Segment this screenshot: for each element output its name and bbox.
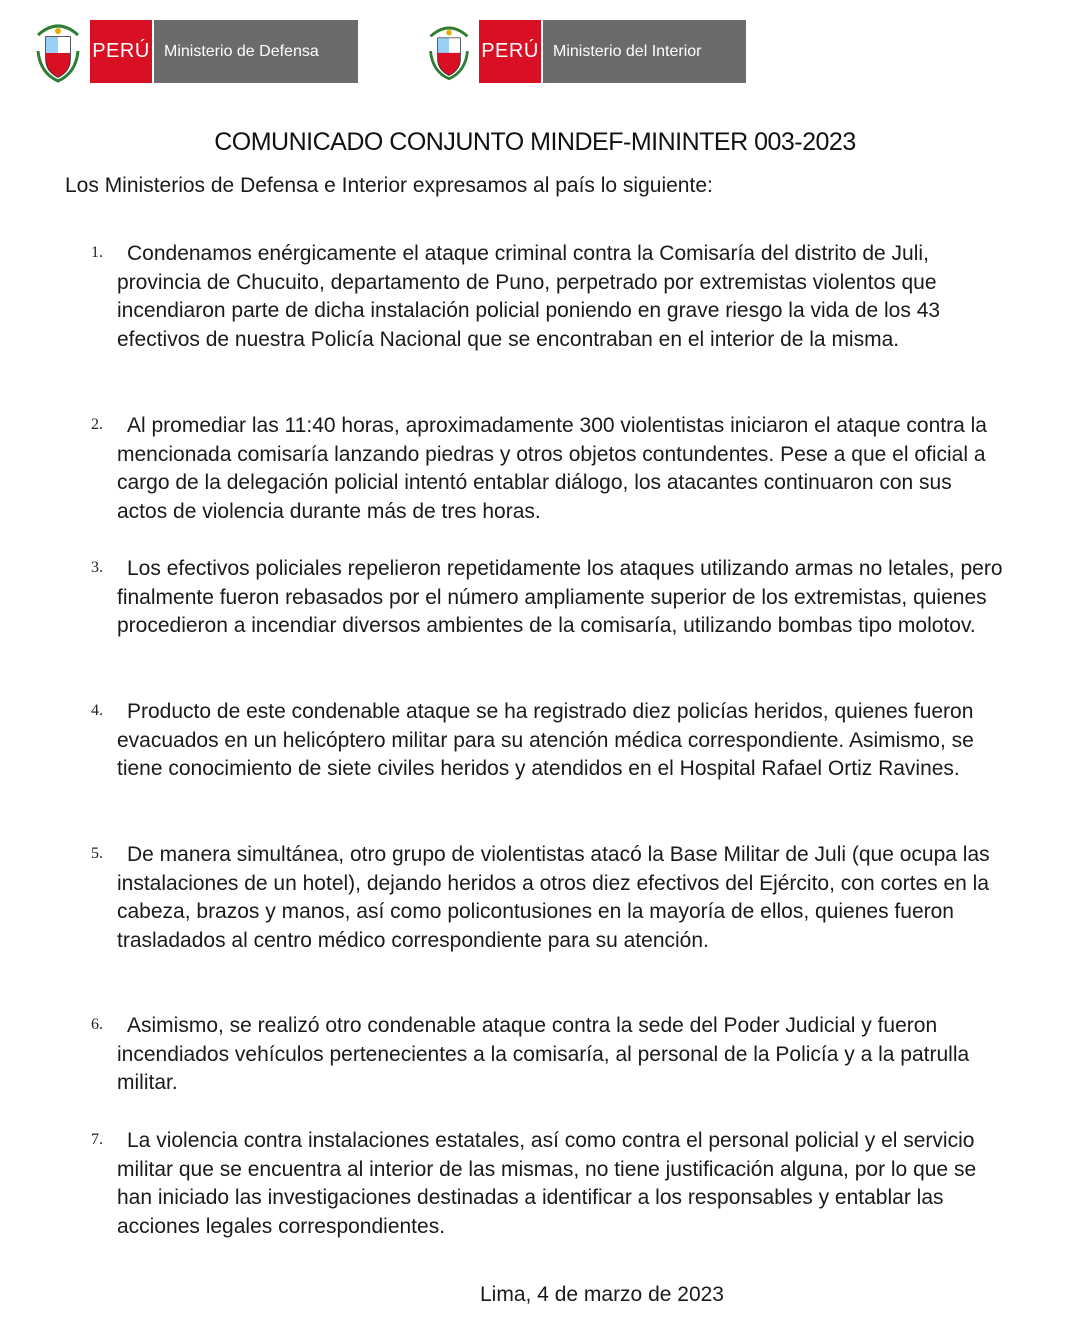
item-number: 1. xyxy=(91,244,103,261)
document-intro: Los Ministerios de Defensa e Interior expresamos al país lo siguiente: xyxy=(65,174,713,197)
peru-label: PERÚ xyxy=(479,20,541,83)
item-number: 7. xyxy=(91,1131,103,1148)
item-number: 6. xyxy=(91,1016,103,1033)
document-date: Lima, 4 de marzo de 2023 xyxy=(480,1283,724,1306)
item-text: Los efectivos policiales repelieron repetidamente los ataques utilizando armas no letales, pero finalmente fueron rebasados por el número ampliamente superior de los extremistas, quienes procedieron a incendiar diversos ambientes de la comisaría, utilizando bombas tipo molotov. xyxy=(117,557,1003,638)
ministry-name: Ministerio del Interior xyxy=(541,20,746,83)
item-text: Condenamos enérgicamente el ataque criminal contra la Comisaría del distrito de Juli, provincia de Chucuito, departamento de Puno, perpetrado por extremistas violentos que incendiaron parte de dicha instalación policial poniendo en grave riesgo la vida de los 43 efectivos de nuestra Policía Nacional que se encontraban en el interior de la misma. xyxy=(117,242,941,351)
document-header xyxy=(0,0,1080,110)
mindef-brand-bar xyxy=(90,20,358,83)
item-text: Asimismo, se realizó otro condenable ataque contra la sede del Poder Judicial y fueron incendiados vehículos pertenecientes a la comisaría, al personal de la Policía y a la patrulla militar. xyxy=(117,1014,970,1095)
item-number: 5. xyxy=(91,845,103,862)
item-text: La violencia contra instalaciones estatales, así como contra el personal policial y el servicio militar que se encuentra al interior de las mismas, no tiene justificación alguna, por lo que se han iniciado las investigaciones destinadas a identificar a los responsables y entablar las acciones legales correspondientes. xyxy=(117,1129,977,1238)
item-text: Producto de este condenable ataque se ha registrado diez policías heridos, quienes fueron evacuados en un helicóptero militar para su atención médica correspondiente. Asimismo, se tiene conocimiento de siete civiles heridos y atendidos en el Hospital Rafael Ortiz Ravines. xyxy=(117,700,974,781)
peru-coat-of-arms-icon xyxy=(425,23,473,81)
item-number: 4. xyxy=(91,702,103,719)
mindef-logo xyxy=(32,20,358,83)
ministry-name: Ministerio de Defensa xyxy=(152,20,358,83)
mininter-brand-bar xyxy=(479,20,746,83)
mininter-logo xyxy=(425,20,746,83)
peru-label: PERÚ xyxy=(90,20,152,83)
peru-coat-of-arms-icon xyxy=(32,21,84,83)
item-number: 2. xyxy=(91,416,103,433)
document-title: COMUNICADO CONJUNTO MINDEF-MININTER 003-2023 xyxy=(214,128,856,156)
item-number: 3. xyxy=(91,559,103,576)
item-text: Al promediar las 11:40 horas, aproximadamente 300 violentistas iniciaron el ataque contra la mencionada comisaría lanzando piedras y otros objetos contundentes. Pese a que el oficial a cargo de la delegación policial intentó entablar diálogo, los atacantes continuaron con sus actos de violencia durante más de tres horas. xyxy=(117,414,987,523)
item-text: De manera simultánea, otro grupo de violentistas atacó la Base Militar de Juli (que ocupa las instalaciones de un hotel), dejando heridos a otros diez efectivos del Ejército, con cortes en la cabeza, brazos y manos, así como policontusiones en la mayoría de ellos, quienes fueron trasladados al centro médico correspondiente para su atención. xyxy=(117,843,990,952)
